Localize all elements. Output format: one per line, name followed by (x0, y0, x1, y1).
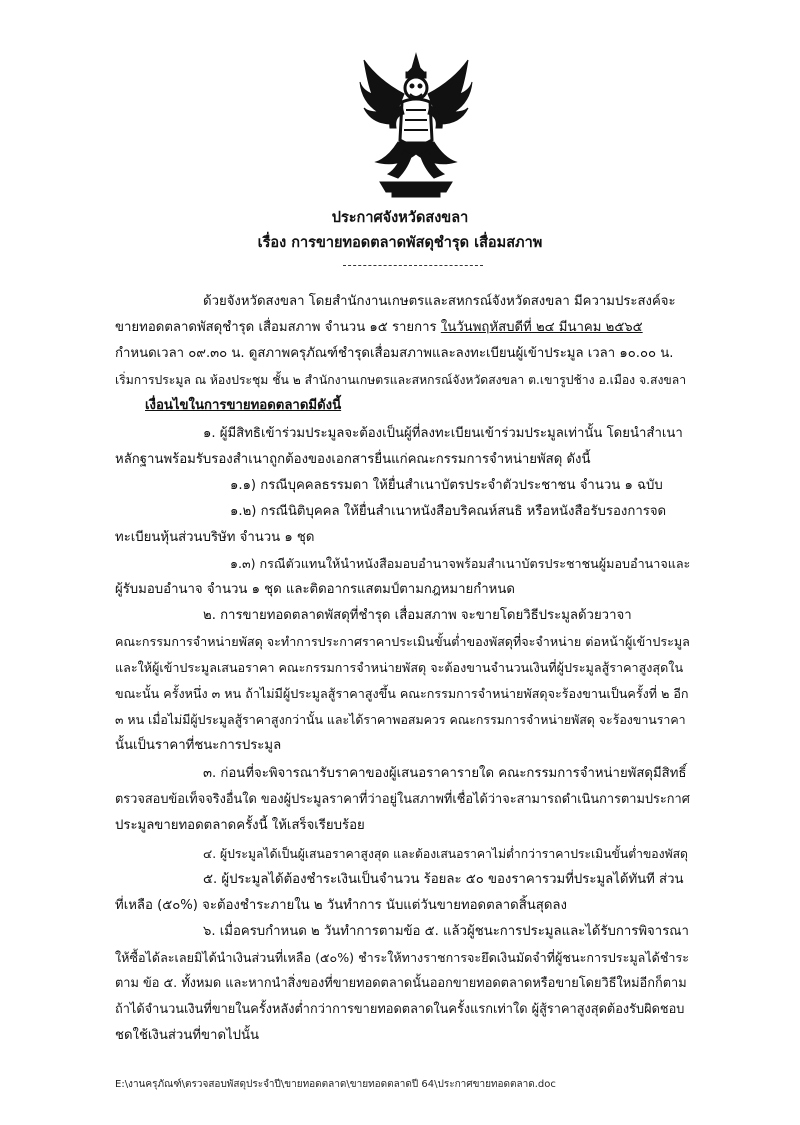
body-line: ๑.๑) กรณีบุคคลธรรมดา ให้ยื่นสำเนาบัตรประจำตัวประชาชน จำนวน ๑ ฉบับ (230, 478, 663, 493)
body-line: ๔. ผู้ประมูลได้เป็นผู้เสนอราคาสูงสุด และต้องเสนอราคาไม่ต่ำกว่าราคาประเมินขั้นต่ำของพัสดุ (203, 847, 688, 861)
file-path-footer: E:\งานครุภัณฑ์\ตรวจสอบพัสดุประจำปี\ขายทอดตลาด\ขายทอดตลาดปี 64\ประกาศขายทอดตลาด.doc (115, 1079, 556, 1090)
body-line: ๑.๓) กรณีตัวแทนให้นำหนังสือมอบอำนาจพร้อมสำเนาบัตรประชาชนผู้มอบอำนาจและ (230, 556, 691, 571)
title-divider (343, 265, 483, 266)
body-line: ๑.๒) กรณีนิติบุคคล ให้ยื่นสำเนาหนังสือบริคณห์สนธิ หรือหนังสือรับรองการจด (230, 504, 667, 519)
body-line: กำหนดเวลา ๐๙.๓๐ น. ดูสภาพครุภัณฑ์ชำรุดเสื่อมสภาพและลงทะเบียนผู้เข้าประมูล เวลา ๑๐.๐๐ น. (115, 346, 674, 361)
body-line: ตาม ข้อ ๕. ทั้งหมด และหากนำสิ่งของที่ขายทอดตลาดนั้นออกขายทอดตลาดหรือขายโดยวิธีใหม่อีกก็ตาม (115, 976, 687, 991)
body-line: ขณะนั้น ครั้งหนึ่ง ๓ หน ถ้าไม่มีผู้ประมูลสู้ราคาสูงขึ้น คณะกรรมการจำหน่ายพัสดุจะร้องขานเป็นครั้งที่ ๒ อีก (115, 686, 689, 701)
auction-date: ในวันพฤหัสบดีที่ ๒๔ มีนาคม ๒๕๖๕ (440, 320, 643, 335)
body-line: ๕. ผู้ประมูลได้ต้องชำระเงินเป็นจำนวน ร้อยละ ๕๐ ของราคารวมที่ประมูลได้ทันที ส่วน (203, 872, 684, 887)
body-line: นั้นเป็นราคาที่ชนะการประมูล (115, 738, 282, 753)
body-line: ผู้รับมอบอำนาจ จำนวน ๑ ชุด และติดอากรแสตมป์ตามกฎหมายกำหนด (115, 582, 515, 597)
body-line (115, 317, 643, 339)
body-line: หลักฐานพร้อมรับรองสำเนาถูกต้องของเอกสารยื่นแก่คณะกรรมการจำหน่ายพัสดุ ดังนี้ (115, 452, 591, 467)
body-line: คณะกรรมการจำหน่ายพัสดุ จะทำการประกาศราคาประเมินขั้นต่ำของพัสดุที่จะจำหน่าย ต่อหน้าผู้เข้าประมูล (115, 634, 690, 649)
body-line: เริ่มการประมูล ณ ห้องประชุม ชั้น ๒ สำนักงานเกษตรและสหกรณ์จังหวัดสงขลา ต.เขารูปช้าง อ.เมือง จ.สงขลา (115, 373, 687, 387)
body-line-text: ขายทอดตลาดพัสดุชำรุด เสื่อมสภาพ จำนวน ๑๕ รายการ (115, 320, 441, 335)
body-line: ถ้าได้จำนวนเงินที่ขายในครั้งหลังต่ำกว่าการขายทอดตลาดในครั้งแรกเท่าใด ผู้สู้ราคาสูงสุดต้องรับผิดชอบ (115, 1002, 685, 1017)
body-line: ๒. การขายทอดตลาดพัสดุที่ชำรุด เสื่อมสภาพ จะขายโดยวิธีประมูลด้วยวาจา (203, 608, 632, 623)
body-line: ประมูลขายทอดตลาดครั้งนี้ ให้เสร็จเรียบร้อย (115, 818, 365, 833)
title-line-1: ประกาศจังหวัดสงขลา (331, 210, 469, 226)
body-line: ๓. ก่อนที่จะพิจารณารับราคาของผู้เสนอราคารายใด คณะกรรมการจำหน่ายพัสดุมีสิทธิ์ (203, 766, 687, 781)
body-line: ๖. เมื่อครบกำหนด ๒ วันทำการตามข้อ ๕. แล้วผู้ชนะการประมูลและได้รับการพิจารณา (203, 924, 689, 939)
body-line: ด้วยจังหวัดสงขลา โดยสำนักงานเกษตรและสหกรณ์จังหวัดสงขลา มีความประสงค์จะ (203, 294, 676, 309)
body-line: ที่เหลือ (๕๐%) จะต้องชำระภายใน ๒ วันทำการ นับแต่วันขายทอดตลาดสิ้นสุดลง (115, 898, 567, 913)
body-line: และให้ผู้เข้าประมูลเสนอราคา คณะกรรมการจำหน่ายพัสดุ จะต้องขานจำนวนเงินที่ผู้ประมูลสู้ราคาสูงสุดใน (115, 660, 684, 675)
body-line: ทะเบียนหุ้นส่วนบริษัท จำนวน ๑ ชุด (115, 530, 315, 545)
garuda-emblem-icon (358, 50, 474, 200)
body-line: ๑. ผู้มีสิทธิเข้าร่วมประมูลจะต้องเป็นผู้ที่ลงทะเบียนเข้าร่วมประมูลเท่านั้น โดยนำสำเนา (203, 426, 683, 441)
conditions-heading: เงื่อนไขในการขายทอดตลาดมีดังนี้ (145, 398, 342, 413)
body-line: ให้ซื้อได้ละเลยมิได้นำเงินส่วนที่เหลือ (๕๐%) ชำระให้ทางราชการจะยึดเงินมัดจำที่ผู้ชนะการประมูลได้ชำระ (115, 950, 690, 965)
body-line: ๓ หน เมื่อไม่มีผู้ประมูลสู้ราคาสูงกว่านั้น และได้ราคาพอสมควร คณะกรรมการจำหน่ายพัสดุ จะร้องขานราคา (115, 712, 686, 727)
body-line: ชดใช้เงินส่วนที่ขาดไปนั้น (115, 1028, 260, 1043)
title-line-2: เรื่อง การขายทอดตลาดพัสดุชำรุด เสื่อมสภาพ (257, 235, 543, 251)
body-line: ตรวจสอบข้อเท็จจริงอื่นใด ของผู้ประมูลราคาที่ว่าอยู่ในสภาพที่เชื่อได้ว่าจะสามารถดำเนินการตามประกาศ (115, 792, 690, 807)
